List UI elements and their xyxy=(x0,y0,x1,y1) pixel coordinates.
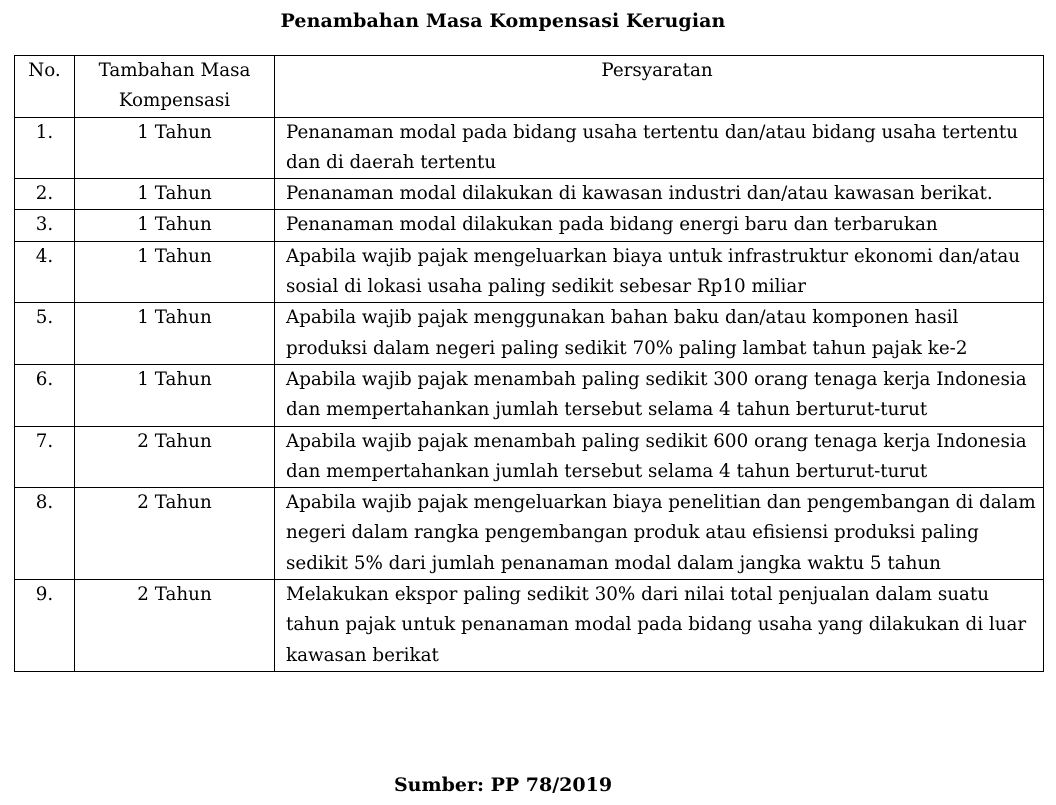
row-masa: 1 Tahun xyxy=(75,179,275,210)
row-masa: 1 Tahun xyxy=(75,303,275,365)
row-persyaratan: Apabila wajib pajak menambah paling sedikit 600 orang tenaga kerja Indonesia dan mempertahankan jumlah tersebut selama 4 tahun berturut-turut xyxy=(275,426,1044,488)
table-row xyxy=(15,210,1044,241)
row-masa: 2 Tahun xyxy=(75,488,275,580)
row-masa: 1 Tahun xyxy=(75,364,275,426)
header-no: No. xyxy=(15,56,75,118)
row-number: 2. xyxy=(15,179,75,210)
table-row xyxy=(15,488,1044,580)
table-row xyxy=(15,117,1044,179)
row-persyaratan: Penanaman modal pada bidang usaha tertentu dan/atau bidang usaha tertentu dan di daerah tertentu xyxy=(275,117,1044,179)
table-row xyxy=(15,580,1044,672)
row-persyaratan: Penanaman modal dilakukan di kawasan industri dan/atau kawasan berikat. xyxy=(275,179,1044,210)
table-row xyxy=(15,364,1044,426)
row-number: 8. xyxy=(15,488,75,580)
row-masa: 2 Tahun xyxy=(75,580,275,672)
row-number: 5. xyxy=(15,303,75,365)
header-persyaratan: Persyaratan xyxy=(275,56,1044,118)
row-number: 1. xyxy=(15,117,75,179)
row-masa: 1 Tahun xyxy=(75,241,275,303)
row-persyaratan: Melakukan ekspor paling sedikit 30% dari nilai total penjualan dalam suatu tahun pajak untuk penanaman modal pada bidang usaha yang dilakukan di luar kawasan berikat xyxy=(275,580,1044,672)
header-tambahan-masa: Tambahan Masa Kompensasi xyxy=(75,56,275,118)
row-number: 3. xyxy=(15,210,75,241)
row-number: 6. xyxy=(15,364,75,426)
row-persyaratan: Apabila wajib pajak menambah paling sedikit 300 orang tenaga kerja Indonesia dan mempertahankan jumlah tersebut selama 4 tahun berturut-turut xyxy=(275,364,1044,426)
row-persyaratan: Apabila wajib pajak mengeluarkan biaya penelitian dan pengembangan di dalam negeri dalam rangka pengembangan produk atau efisiensi produksi paling sedikit 5% dari jumlah penanaman modal dalam jangka waktu 5 tahun xyxy=(275,488,1044,580)
source-note: Sumber: PP 78/2019 xyxy=(393,774,613,796)
table-row xyxy=(15,303,1044,365)
table-row xyxy=(15,426,1044,488)
table-row xyxy=(15,179,1044,210)
table-row xyxy=(15,241,1044,303)
kompensasi-table xyxy=(14,55,1044,672)
row-masa: 1 Tahun xyxy=(75,117,275,179)
row-number: 9. xyxy=(15,580,75,672)
row-persyaratan: Penanaman modal dilakukan pada bidang energi baru dan terbarukan xyxy=(275,210,1044,241)
table-header-row xyxy=(15,56,1044,118)
row-masa: 1 Tahun xyxy=(75,210,275,241)
row-persyaratan: Apabila wajib pajak mengeluarkan biaya untuk infrastruktur ekonomi dan/atau sosial di lokasi usaha paling sedikit sebesar Rp10 miliar xyxy=(275,241,1044,303)
row-number: 7. xyxy=(15,426,75,488)
row-number: 4. xyxy=(15,241,75,303)
row-masa: 2 Tahun xyxy=(75,426,275,488)
row-persyaratan: Apabila wajib pajak menggunakan bahan baku dan/atau komponen hasil produksi dalam negeri paling sedikit 70% paling lambat tahun pajak ke-2 xyxy=(275,303,1044,365)
page-title: Penambahan Masa Kompensasi Kerugian xyxy=(280,10,726,32)
